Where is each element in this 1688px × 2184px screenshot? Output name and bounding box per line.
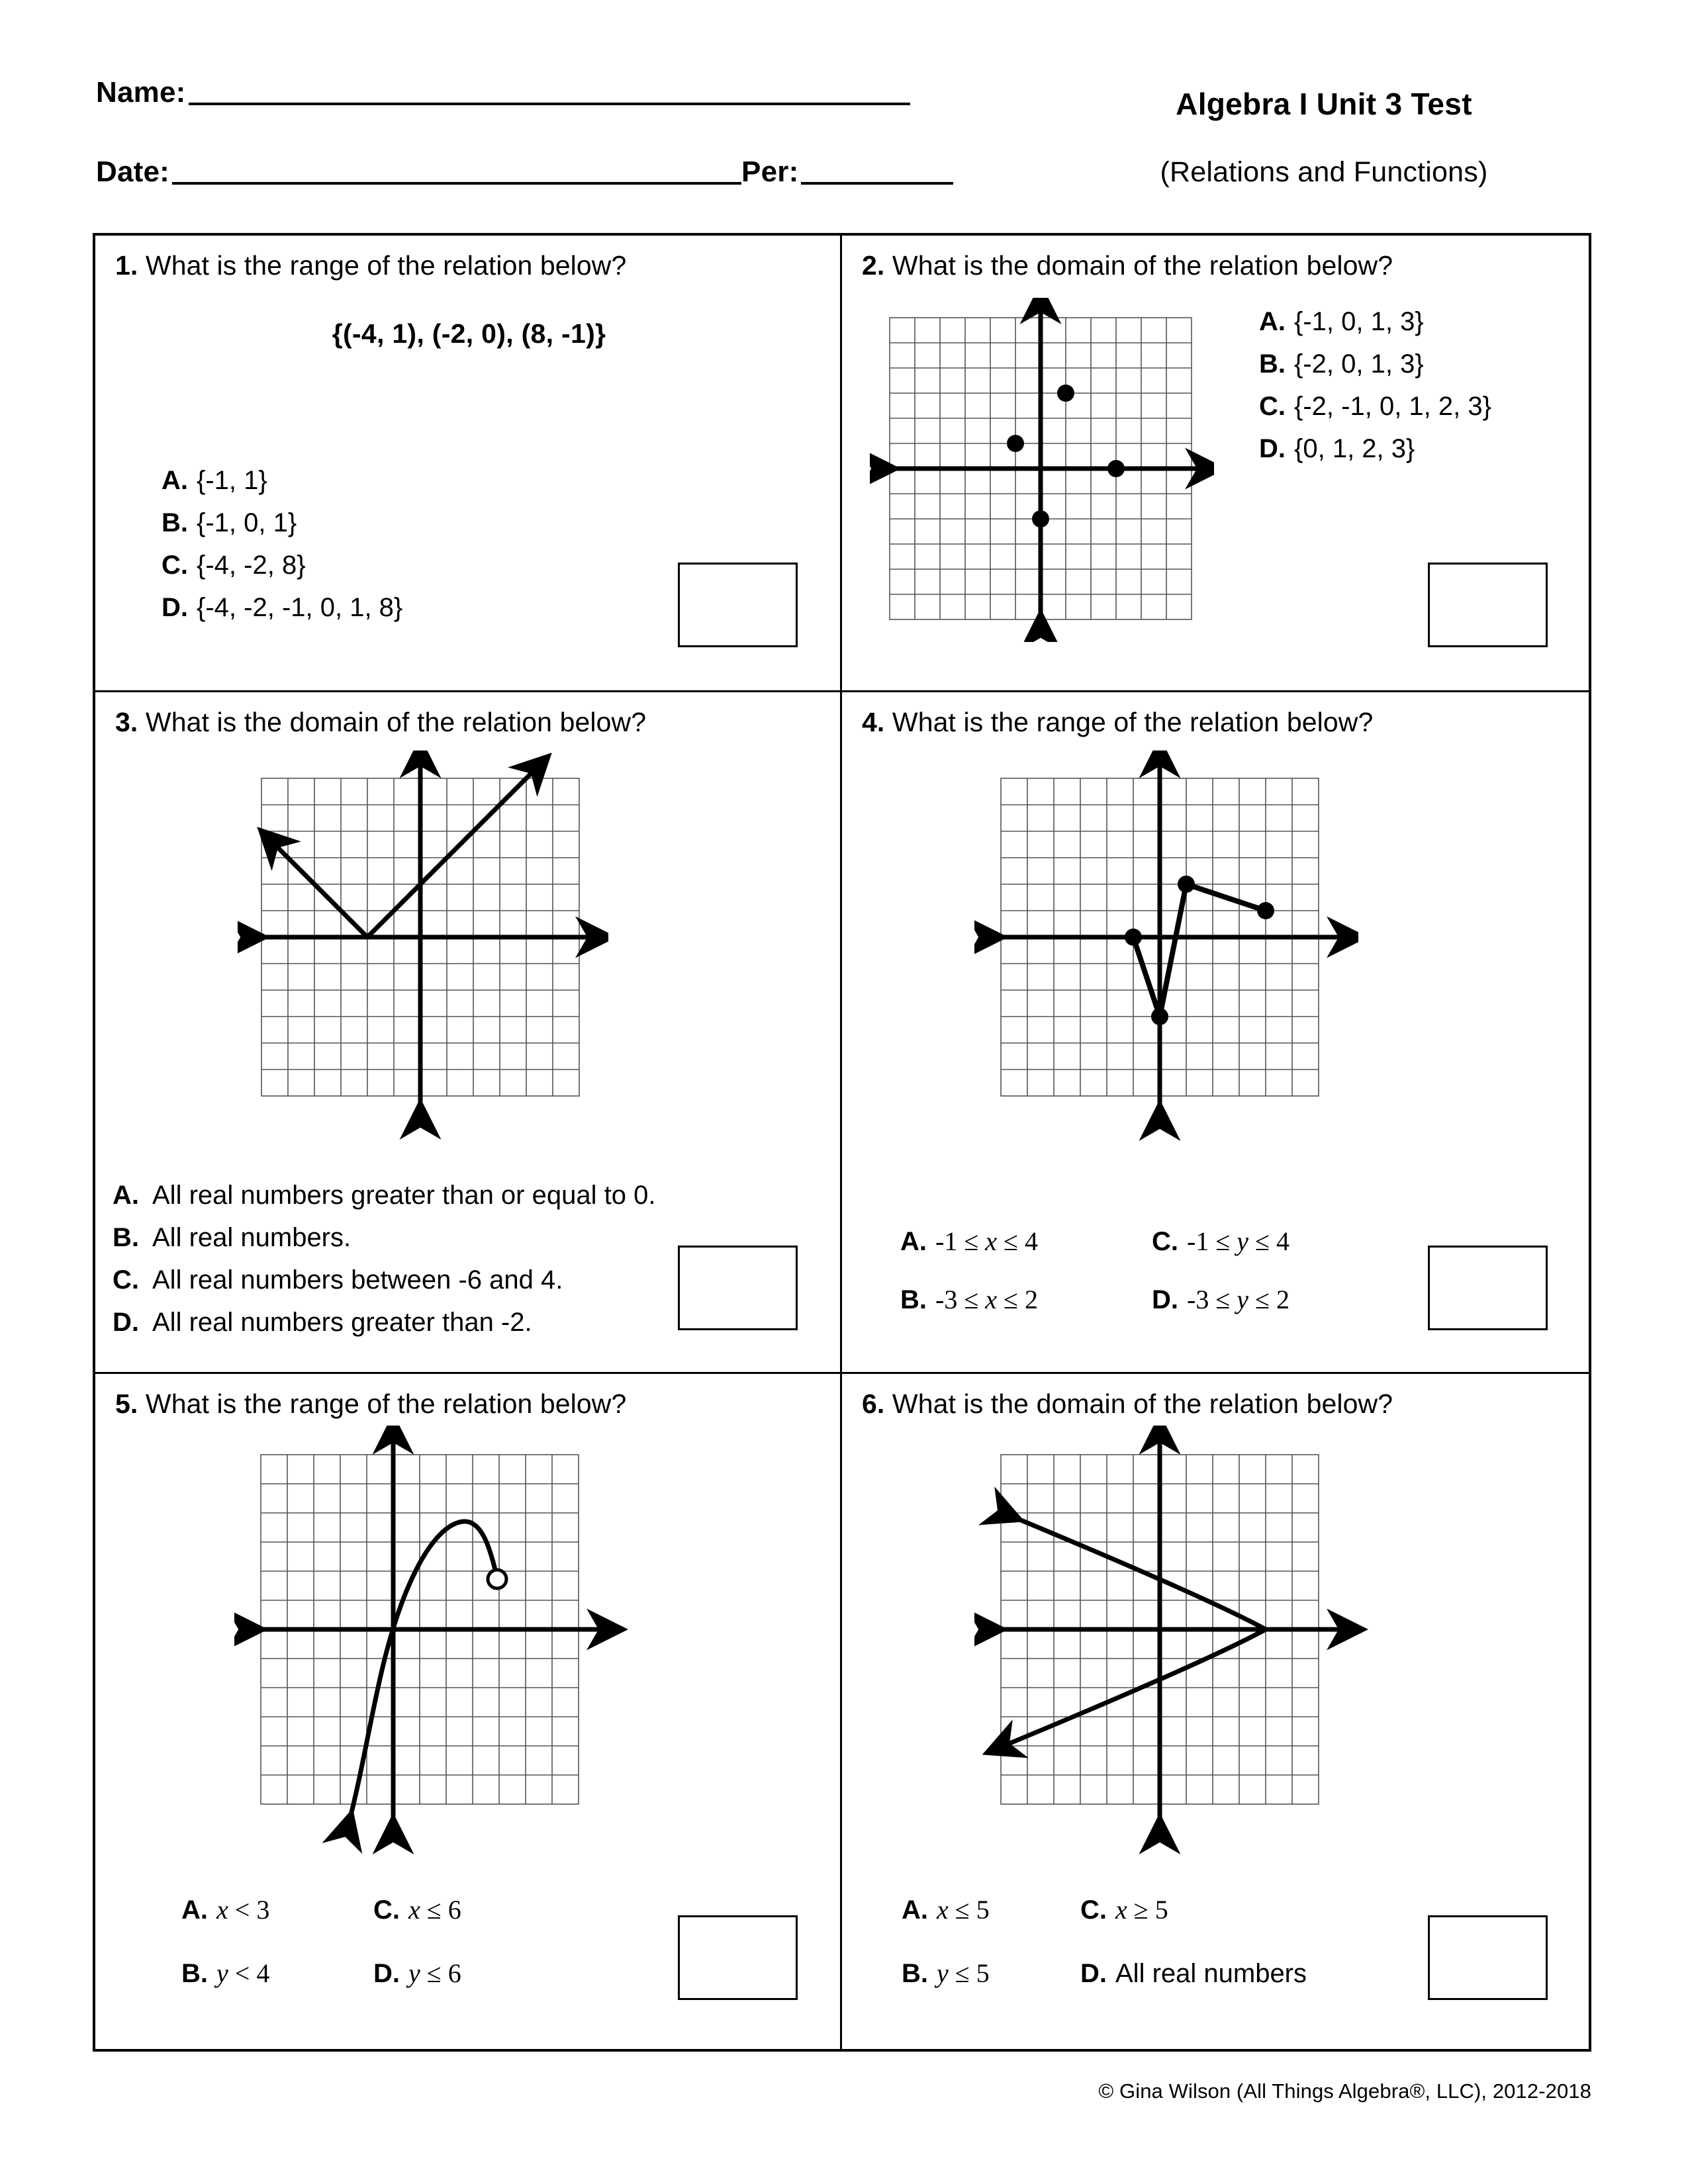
option-b[interactable] bbox=[162, 510, 402, 536]
option-d[interactable] bbox=[113, 1309, 655, 1336]
option-b-text: {-2, 0, 1, 3} bbox=[1294, 349, 1424, 379]
option-d[interactable] bbox=[1259, 435, 1491, 462]
option-a[interactable] bbox=[181, 1897, 373, 1923]
per-label: Per: bbox=[741, 156, 799, 188]
question-2-answer-box[interactable] bbox=[1428, 563, 1548, 647]
option-b[interactable] bbox=[181, 1960, 373, 1987]
question-2-number: 2. bbox=[862, 250, 885, 281]
question-4-prompt bbox=[862, 707, 1571, 738]
option-b-text: -3 ≤ x ≤ 2 bbox=[935, 1285, 1038, 1314]
option-c-letter: C. bbox=[113, 1265, 139, 1295]
option-b-text: y ≤ 5 bbox=[937, 1958, 990, 1988]
title-block bbox=[1033, 86, 1615, 189]
question-3-text: What is the domain of the relation below? bbox=[145, 707, 647, 737]
option-a[interactable] bbox=[1259, 308, 1491, 335]
option-b-letter: B. bbox=[181, 1959, 208, 1988]
question-4-graph bbox=[974, 751, 1358, 1151]
date-input-line[interactable] bbox=[172, 182, 741, 185]
date-label: Date: bbox=[96, 156, 170, 188]
option-a-text: x < 3 bbox=[216, 1895, 270, 1925]
name-input-line[interactable] bbox=[189, 103, 910, 105]
option-d[interactable] bbox=[373, 1960, 461, 1987]
question-3-options bbox=[113, 1182, 655, 1351]
option-d-letter: D. bbox=[1080, 1959, 1107, 1988]
option-a-letter: A. bbox=[900, 1227, 927, 1256]
option-c[interactable] bbox=[1152, 1228, 1289, 1255]
option-c-text: -1 ≤ y ≤ 4 bbox=[1187, 1226, 1289, 1256]
option-d-letter: D. bbox=[1259, 434, 1286, 463]
question-5-answer-box[interactable] bbox=[678, 1915, 798, 2000]
question-5-cell bbox=[95, 1374, 842, 2049]
option-d-letter: D. bbox=[1152, 1285, 1178, 1314]
page-subtitle: (Relations and Functions) bbox=[1160, 156, 1488, 188]
option-a-letter: A. bbox=[162, 466, 188, 495]
question-3-answer-box[interactable] bbox=[678, 1246, 798, 1330]
option-d-text: {-4, -2, -1, 0, 1, 8} bbox=[197, 593, 403, 622]
option-a-text: {-1, 1} bbox=[197, 466, 267, 495]
option-b-letter: B. bbox=[113, 1223, 139, 1252]
student-info-block bbox=[96, 76, 957, 189]
option-d-text: All real numbers greater than -2. bbox=[152, 1308, 532, 1337]
question-4-number: 4. bbox=[862, 707, 885, 737]
copyright-footer: © Gina Wilson (All Things Algebra®, LLC), 2012-2018 bbox=[1098, 2079, 1591, 2103]
option-b-text: All real numbers. bbox=[152, 1223, 352, 1252]
question-grid bbox=[93, 233, 1591, 2052]
option-a[interactable] bbox=[900, 1228, 1152, 1255]
question-6-cell bbox=[842, 1374, 1589, 2049]
option-d-text: y ≤ 6 bbox=[408, 1958, 461, 1988]
option-b-letter: B. bbox=[900, 1285, 927, 1314]
question-3-graph bbox=[238, 751, 608, 1151]
question-1-answer-box[interactable] bbox=[678, 563, 798, 647]
question-1-relation-set: {(-4, 1), (-2, 0), (8, -1)} bbox=[332, 318, 606, 349]
option-c-text: {-4, -2, 8} bbox=[197, 551, 306, 580]
option-c-letter: C. bbox=[162, 551, 188, 580]
option-c[interactable] bbox=[373, 1897, 461, 1923]
question-6-prompt bbox=[862, 1388, 1571, 1420]
option-d-text: -3 ≤ y ≤ 2 bbox=[1187, 1285, 1289, 1314]
option-a-letter: A. bbox=[181, 1895, 208, 1925]
name-label: Name: bbox=[96, 76, 186, 109]
option-c-letter: C. bbox=[1080, 1895, 1107, 1925]
page-title: Algebra I Unit 3 Test bbox=[1176, 87, 1472, 121]
option-c[interactable] bbox=[113, 1267, 655, 1293]
option-d-text: {0, 1, 2, 3} bbox=[1294, 434, 1415, 463]
option-a-text: -1 ≤ x ≤ 4 bbox=[935, 1226, 1038, 1256]
option-a-text: All real numbers greater than or equal to 0. bbox=[152, 1181, 656, 1210]
option-b-letter: B. bbox=[162, 508, 188, 537]
date-per-row bbox=[96, 156, 957, 189]
option-d[interactable] bbox=[1080, 1960, 1307, 1987]
question-1-options bbox=[162, 467, 402, 637]
question-5-prompt bbox=[115, 1388, 823, 1420]
question-2-cell bbox=[842, 236, 1589, 692]
question-4-options bbox=[900, 1228, 1289, 1329]
option-d[interactable] bbox=[1152, 1287, 1289, 1313]
option-d-letter: D. bbox=[113, 1308, 139, 1337]
option-c-text: x ≥ 5 bbox=[1115, 1895, 1168, 1925]
question-5-graph bbox=[234, 1426, 632, 1866]
option-d[interactable] bbox=[162, 594, 402, 621]
question-1-cell bbox=[95, 236, 842, 692]
question-3-prompt bbox=[115, 707, 823, 738]
question-6-number: 6. bbox=[862, 1388, 885, 1419]
option-c[interactable] bbox=[1259, 393, 1491, 420]
question-5-text: What is the range of the relation below? bbox=[145, 1388, 627, 1419]
question-2-graph bbox=[870, 298, 1214, 645]
option-c[interactable] bbox=[1080, 1897, 1307, 1923]
question-6-text: What is the domain of the relation below? bbox=[892, 1388, 1393, 1419]
option-a[interactable] bbox=[113, 1182, 655, 1208]
question-1-text: What is the range of the relation below? bbox=[145, 250, 627, 281]
question-6-answer-box[interactable] bbox=[1428, 1915, 1548, 2000]
question-6-options bbox=[902, 1897, 1307, 2003]
option-a[interactable] bbox=[902, 1897, 1080, 1923]
option-b[interactable] bbox=[113, 1224, 655, 1251]
option-d-letter: D. bbox=[373, 1959, 400, 1988]
question-5-number: 5. bbox=[115, 1388, 138, 1419]
name-row bbox=[96, 76, 957, 109]
option-b-text: y < 4 bbox=[216, 1958, 270, 1988]
option-c-text: {-2, -1, 0, 1, 2, 3} bbox=[1294, 392, 1491, 421]
option-c-letter: C. bbox=[1259, 392, 1286, 421]
question-5-options bbox=[181, 1897, 461, 2003]
question-1-prompt bbox=[115, 250, 823, 281]
option-a-letter: A. bbox=[113, 1181, 139, 1210]
question-3-cell bbox=[95, 692, 842, 1374]
option-c-letter: C. bbox=[373, 1895, 400, 1925]
question-6-graph bbox=[974, 1426, 1372, 1866]
option-c[interactable] bbox=[162, 552, 402, 578]
option-b[interactable] bbox=[900, 1287, 1152, 1313]
option-d-letter: D. bbox=[162, 593, 188, 622]
per-input-line[interactable] bbox=[801, 182, 953, 185]
option-d-text: All real numbers bbox=[1115, 1959, 1307, 1988]
question-3-number: 3. bbox=[115, 707, 138, 737]
question-2-prompt bbox=[862, 250, 1571, 281]
question-2-text: What is the domain of the relation below? bbox=[892, 250, 1393, 281]
question-4-text: What is the range of the relation below? bbox=[892, 707, 1374, 737]
option-b[interactable] bbox=[1259, 351, 1491, 377]
option-c-letter: C. bbox=[1152, 1227, 1178, 1256]
question-1-number: 1. bbox=[115, 250, 138, 281]
option-a-text: x ≤ 5 bbox=[937, 1895, 990, 1925]
option-a-letter: A. bbox=[1259, 307, 1286, 336]
option-a-letter: A. bbox=[902, 1895, 928, 1925]
option-b-letter: B. bbox=[1259, 349, 1286, 379]
question-4-answer-box[interactable] bbox=[1428, 1246, 1548, 1330]
option-b[interactable] bbox=[902, 1960, 1080, 1987]
option-a[interactable] bbox=[162, 467, 402, 494]
option-c-text: x ≤ 6 bbox=[408, 1895, 461, 1925]
option-c-text: All real numbers between -6 and 4. bbox=[152, 1265, 563, 1295]
question-2-options bbox=[1259, 308, 1491, 478]
page-header bbox=[0, 0, 1688, 218]
question-4-cell bbox=[842, 692, 1589, 1374]
option-b-letter: B. bbox=[902, 1959, 928, 1988]
option-b-text: {-1, 0, 1} bbox=[197, 508, 297, 537]
option-a-text: {-1, 0, 1, 3} bbox=[1294, 307, 1424, 336]
